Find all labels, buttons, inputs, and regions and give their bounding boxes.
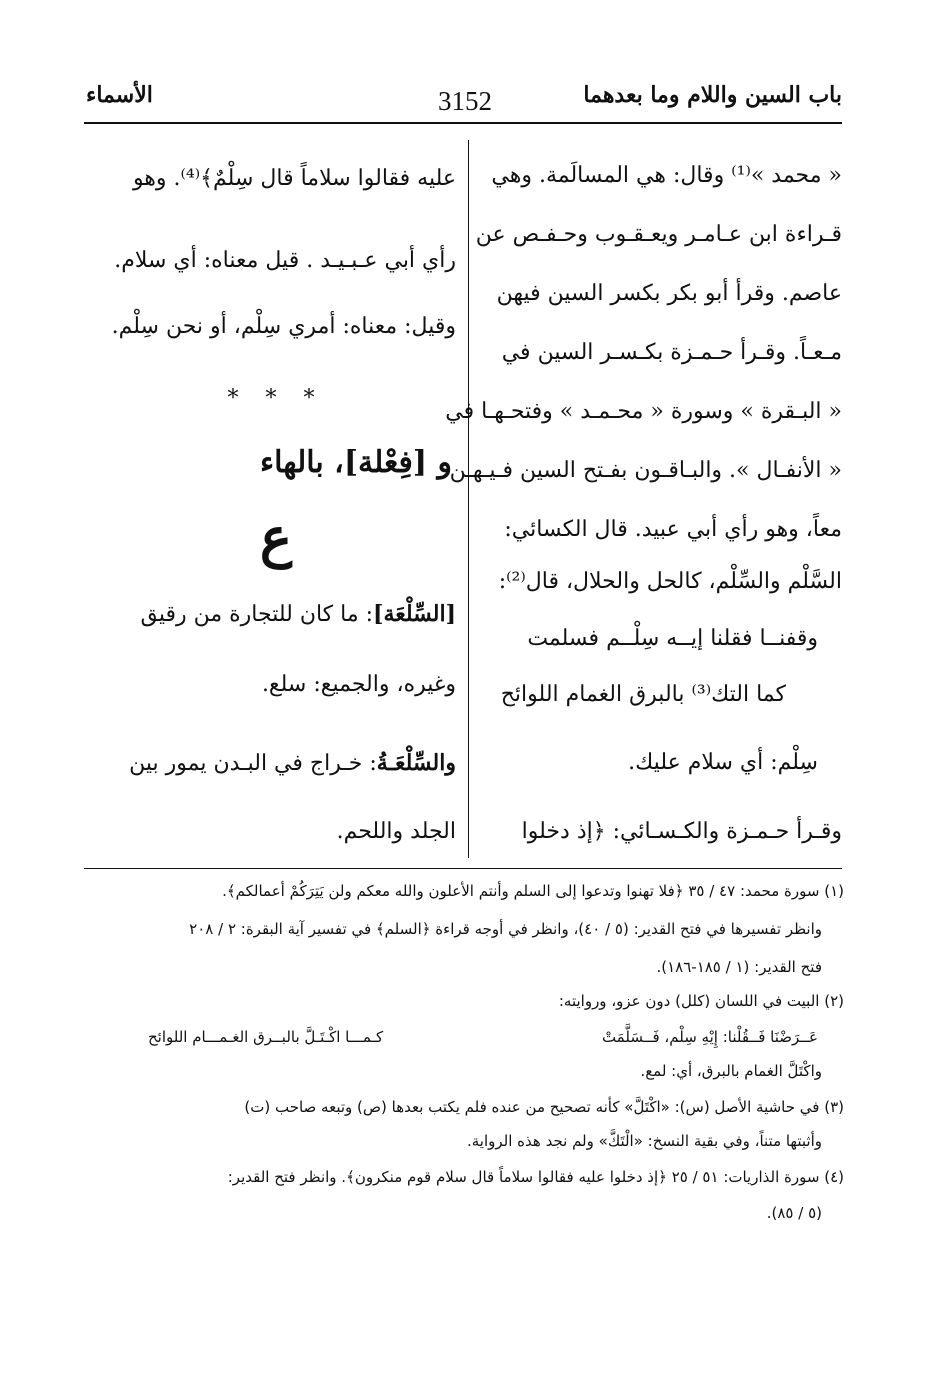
right-col-line: وقـرأ حـمـزة والكـسـائي: ﴿إذ دخلوا [521,819,842,844]
footnote-rule [84,868,842,869]
running-head-chapter: باب السين واللام وما بعدهما [583,82,842,108]
footnote-2-cont: واكْتَلَّ الغمام بالبرق، أي: لمع. [640,1062,822,1080]
entry-definition: : ما كان للتجارة من رقيق [140,602,374,627]
dictionary-entry [141,603,457,626]
entry-headword: [السِّلْعَة] [373,601,456,627]
left-col-line: عليه فقالوا سلاماً قال سِلْمٌ﴾⁽⁴⁾. وهو [132,166,456,191]
section-separator-stars: * * * [227,386,325,411]
left-col-line: الجلد واللحم. [336,819,456,844]
right-col-line: سِلْم: أي سلام عليك. [628,750,818,775]
page-number: 3152 [438,86,492,116]
entry-definition: : خـراج في البـدن يمور بين [129,751,377,776]
footnote-2-verse-a: عَــرَضْنَا فَــقُلْنا: إِيْهِ سِلْم، فَــسَلَّمَتْ [601,1028,818,1046]
dictionary-entry [129,752,456,775]
column-divider [468,140,469,858]
section-root-letter: ع [259,505,293,569]
right-col-line: عاصم. وقرأ أبو بكر بكسر السين فيهن [496,281,842,306]
verse-hemistich-1: وقفنــا فقلنا إيــه سِلْــم فسلمت [527,626,818,651]
footnote-1-cont: وانظر تفسيرها في فتح القدير: (٥ / ٤٠)، وانظر في أوجه قراءة ﴿السلم﴾ في تفسير آية البقرة: ٢ / ٢٠٨ [189,920,822,938]
right-col-line: « الأنفـال ». والبـاقـون بفـتح السين فـيـهـن [449,458,842,483]
right-col-line: « البـقرة » وسورة « محـمـد » وفتحـهـا في [445,399,842,424]
right-col-line: مـعـاً. وقـرأ حـمـزة بكـسـر السين في [501,340,842,365]
footnote-2: (٢) البيت في اللسان (كلل) دون عزو، وروايته: [558,992,844,1010]
verse-hemistich-2: كما التك⁽³⁾ بالبرق الغمام اللوائح [500,682,786,707]
footnote-2-verse-b: كـمـــا اكْـتَـلَّ بالبــرق الغـمـــام اللوائح [148,1028,384,1046]
footnote-4: (٤) سورة الذاريات: ٥١ / ٢٥ ﴿إذ دخلوا عليه فقالوا سلاماً قال سلام قوم منكرون﴾. وانظر فتح القدير: [227,1168,844,1186]
footnote-3-cont: وأثبتها متناً، وفي بقية النسخ: «الْتَكَّ» ولم نجد هذه الرواية. [466,1132,822,1150]
right-col-line: معاً، وهو رأي أبي عبيد. قال الكسائي: [504,517,842,542]
left-col-line: وغيره، والجميع: سلع. [261,672,456,697]
footnote-1-cont: فتح القدير: (١ / ١٨٥-١٨٦). [656,958,822,976]
footnote-3: (٣) في حاشية الأصل (س): «اكْتَلَّ» كأنه تصحيح من عنده فلم يكتب بعدها (ص) وتبعه صاحب (ت) [244,1098,844,1116]
right-col-line: « محمد »⁽¹⁾ وقال: هي المسالَمة. وهي [491,163,842,188]
footnote-1: (١) سورة محمد: ٤٧ / ٣٥ ﴿فلا تهنوا وتدعوا إلى السلم وأنتم الأعلون والله معكم ولن يَتِرَكُمْ أعمالكم﴾. [222,882,844,900]
left-col-line: وقيل: معناه: أمري سِلْم، أو نحن سِلْم. [111,314,456,339]
right-col-line: السَّلْم والسِّلْم، كالحل والحلال، قال⁽²⁾: [498,569,842,594]
entry-headword: والسِّلْعَـةُ [376,750,456,776]
header-rule [84,122,842,124]
right-col-line: قـراءة ابن عـامـر ويعـقـوب وحـفـص عن [475,222,842,247]
section-heading: و [فِعْلة]، بالهاء [260,445,452,480]
left-col-line: رأي أبي عـبـيـد . قيل معناه: أي سلام. [114,248,456,273]
footnote-4-cont: (٥ / ٨٥). [766,1204,822,1222]
running-head-section: الأسماء [86,82,153,108]
